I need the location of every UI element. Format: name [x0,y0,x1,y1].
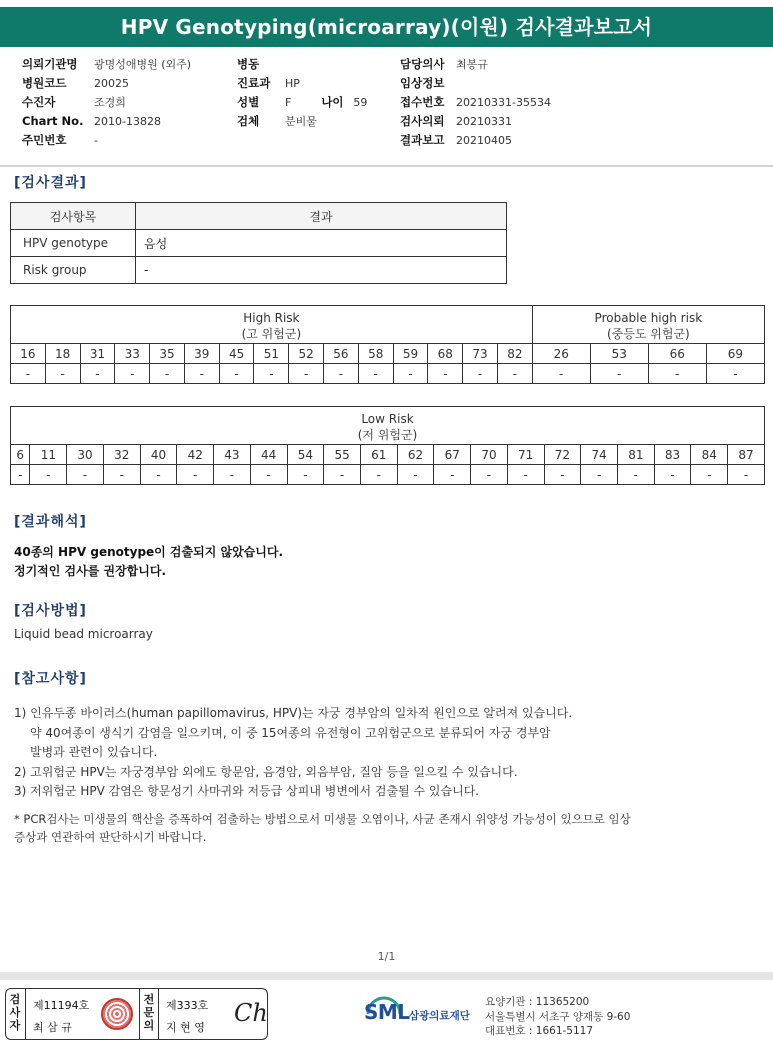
table-row [11,257,507,284]
method-text: Liquid bead microarray [14,627,153,641]
result-table [10,202,507,284]
hpv-type-cell: 33 [115,344,150,364]
hpv-result-cell: - [45,364,80,384]
doctor-signature: Ch [234,999,268,1027]
hpv-type-cell: 84 [691,445,728,465]
hpv-result-cell: - [654,465,691,485]
interpretation-line: 40종의 HPV genotype이 검출되지 않았습니다. [14,545,284,559]
hpv-result-cell: - [544,465,581,485]
hpv-result-cell: - [581,465,618,485]
probable-risk-group-header [532,306,764,344]
hpv-type-cell: 87 [728,445,765,465]
tester-license: 제11194호 [33,999,90,1012]
interpretation-section-heading: [결과해석] [14,514,87,530]
institution-address: 서울특별시 서초구 양재동 9-60 [485,1010,631,1023]
hpv-result-cell: - [358,364,393,384]
high-risk-label: High Risk [243,310,300,325]
hpv-result-cell: - [214,465,251,485]
high-risk-sub: (고 위험군) [241,326,302,341]
low-risk-sub: (저 위험군) [357,427,418,442]
tester-label: 검 사 자 [9,993,21,1032]
method-section-heading: [검사방법] [14,603,87,619]
patient-info [0,55,773,167]
low-risk-group-header [11,407,765,445]
institution-code: 요양기관 : 11365200 [485,996,590,1008]
info-label: 수진자 [22,95,56,109]
hpv-type-cell: 71 [507,445,544,465]
note-line: 3) 저위험군 HPV 감염은 항문성기 사마귀와 저등급 상피내 병변에서 검출될 수 있습니다. [14,784,480,798]
notes-text [14,704,572,802]
hpv-result-cell: - [103,465,140,485]
patient-info-left [22,55,191,150]
sex-value: F [285,96,292,109]
hpv-type-cell: 82 [497,344,532,364]
hpv-type-cell: 62 [397,445,434,465]
info-label: 검사의뢰 [400,114,445,128]
info-value: 20025 [94,77,129,90]
info-label: 병원코드 [22,76,67,90]
hpv-type-cell: 30 [67,445,104,465]
info-value: 2010-13828 [94,115,161,128]
result-header-item: 검사항목 [11,203,136,230]
ward-label: 병동 [237,57,260,71]
probable-risk-label: Probable high risk [594,310,703,325]
report-title: HPV Genotyping(microarray)(이원) 검사결과보고서 [0,7,773,47]
interpretation-text [14,543,283,581]
hpv-type-cell: 39 [184,344,219,364]
hpv-type-cell: 69 [706,344,764,364]
footer-divider [0,972,773,980]
institution-phone: 대표번호 : 1661-5117 [485,1025,594,1037]
hpv-type-cell: 81 [617,445,654,465]
hpv-type-cell: 66 [648,344,706,364]
hpv-result-cell: - [30,465,67,485]
specimen-label: 검체 [237,114,260,128]
hpv-result-cell: - [617,465,654,485]
hpv-result-cell: - [184,364,219,384]
hpv-type-cell: 51 [254,344,289,364]
info-label: 결과보고 [400,133,445,147]
info-value: 20210331 [456,115,512,128]
hpv-type-cell: 43 [214,445,251,465]
hpv-type-cell: 70 [471,445,508,465]
hpv-result-cell: - [428,364,463,384]
hpv-type-cell: 18 [45,344,80,364]
info-label: 담당의사 [400,57,445,71]
hpv-type-cell: 59 [393,344,428,364]
hpv-type-cell: 72 [544,445,581,465]
hpv-type-cell: 31 [80,344,115,364]
hpv-result-cell: - [219,364,254,384]
hpv-result-cell: - [324,364,359,384]
hpv-type-cell: 35 [150,344,185,364]
doctor-license: 제333호 [166,999,209,1012]
hpv-result-cell: - [140,465,177,485]
hpv-result-cell: - [393,364,428,384]
hpv-result-cell: - [691,465,728,485]
info-value: 조경희 [94,96,126,109]
hpv-type-cell: 74 [581,445,618,465]
specimen-value: 분비물 [285,115,317,128]
result-section-heading: [검사결과] [14,175,87,191]
note-line: 약 40여종이 생식기 감염을 일으키며, 이 중 15여종의 유전형이 고위험군으로 분류되어 자궁 경부암 [30,725,551,740]
info-label: 접수번호 [400,95,445,109]
info-value: 20210331-35534 [456,96,551,109]
info-label: 임상정보 [400,76,445,90]
hpv-result-cell: - [324,465,361,485]
hpv-type-cell: 55 [324,445,361,465]
high-risk-group-header [11,306,533,344]
hpv-result-cell: - [706,364,764,384]
hpv-result-cell: - [497,364,532,384]
hpv-result-cell: - [177,465,214,485]
patient-info-right [400,55,551,150]
info-label: 주민번호 [22,133,67,147]
hpv-type-cell: 6 [11,445,30,465]
hpv-result-cell: - [590,364,648,384]
hpv-type-cell: 54 [287,445,324,465]
hpv-type-cell: 68 [428,344,463,364]
hpv-result-cell: - [11,364,46,384]
hpv-result-cell: - [463,364,498,384]
note-line: 1) 인유두종 바이러스(human papillomavirus, HPV)는 자궁 경부암의 일차적 원인으로 알려져 있습니다. [14,706,573,720]
info-label: Chart No. [22,114,84,128]
hpv-type-cell: 42 [177,445,214,465]
logo-text: SML [364,1000,410,1024]
age-label: 나이 [321,95,344,109]
hpv-result-cell: - [648,364,706,384]
hpv-result-cell: - [507,465,544,485]
hpv-type-cell: 32 [103,445,140,465]
low-risk-label: Low Risk [361,411,414,426]
hpv-type-cell: 52 [289,344,324,364]
result-value: 음성 [136,230,507,257]
hpv-type-cell: 83 [654,445,691,465]
high-risk-table [10,305,765,384]
info-label: 의뢰기관명 [22,57,78,71]
official-seal-icon [101,998,133,1030]
notes-section-heading: [참고사항] [14,671,87,687]
hpv-type-cell: 44 [250,445,287,465]
result-item: HPV genotype [11,230,136,257]
table-row [11,230,507,257]
info-value: 최봉규 [456,58,488,71]
hpv-result-cell: - [360,465,397,485]
hpv-type-cell: 67 [434,445,471,465]
info-value: 광명성애병원 (외주) [94,58,192,71]
hpv-result-cell: - [287,465,324,485]
sex-label: 성별 [237,95,260,109]
age-value: 59 [353,96,368,109]
hpv-type-cell: 73 [463,344,498,364]
org-name: 삼광의료재단 [409,1010,470,1022]
dept-value: HP [285,77,300,90]
low-risk-table [10,406,765,485]
hpv-type-cell: 61 [360,445,397,465]
footnote-line: * PCR검사는 미생물의 핵산을 증폭하여 검출하는 방법으로서 미생물 오염이나, 사균 존재시 위양성 가능성이 있으므로 임상 [14,812,631,826]
hpv-result-cell: - [434,465,471,485]
hpv-result-cell: - [11,465,30,485]
hpv-result-cell: - [532,364,590,384]
footnote-line: 증상과 연관하여 판단하시기 바랍니다. [14,830,207,844]
result-value: - [136,257,507,284]
hpv-type-cell: 11 [30,445,67,465]
info-value: - [94,134,98,147]
hpv-type-cell: 40 [140,445,177,465]
institution-info [485,995,630,1039]
pcr-footnote [14,810,734,846]
page-number: 1/1 [377,950,396,963]
info-value: 20210405 [456,134,512,147]
doctor-name: 지 현 영 [166,1021,205,1034]
hpv-type-cell: 16 [11,344,46,364]
hpv-result-cell: - [80,364,115,384]
interpretation-line: 정기적인 검사를 권장합니다. [14,564,167,578]
probable-risk-sub: (중등도 위험군) [606,326,690,341]
dept-label: 진료과 [237,76,271,90]
hpv-result-cell: - [289,364,324,384]
result-header-result: 결과 [136,203,507,230]
hpv-result-cell: - [250,465,287,485]
doctor-label: 전 문 의 [143,993,155,1032]
hpv-type-cell: 45 [219,344,254,364]
hpv-type-cell: 26 [532,344,590,364]
result-item: Risk group [11,257,136,284]
patient-info-middle [237,55,367,131]
tester-name: 최 삼 규 [33,1021,72,1034]
hpv-result-cell: - [471,465,508,485]
note-line: 발병과 관련이 있습니다. [30,745,158,759]
hpv-type-cell: 58 [358,344,393,364]
hpv-result-cell: - [728,465,765,485]
hpv-result-cell: - [150,364,185,384]
hpv-type-cell: 53 [590,344,648,364]
hpv-result-cell: - [67,465,104,485]
note-line: 2) 고위험군 HPV는 자궁경부암 외에도 항문암, 음경암, 외음부암, 질암 등을 일으킬 수 있습니다. [14,764,518,779]
hpv-type-cell: 56 [324,344,359,364]
signature-box [5,988,268,1040]
hpv-result-cell: - [115,364,150,384]
hpv-result-cell: - [254,364,289,384]
hpv-result-cell: - [397,465,434,485]
